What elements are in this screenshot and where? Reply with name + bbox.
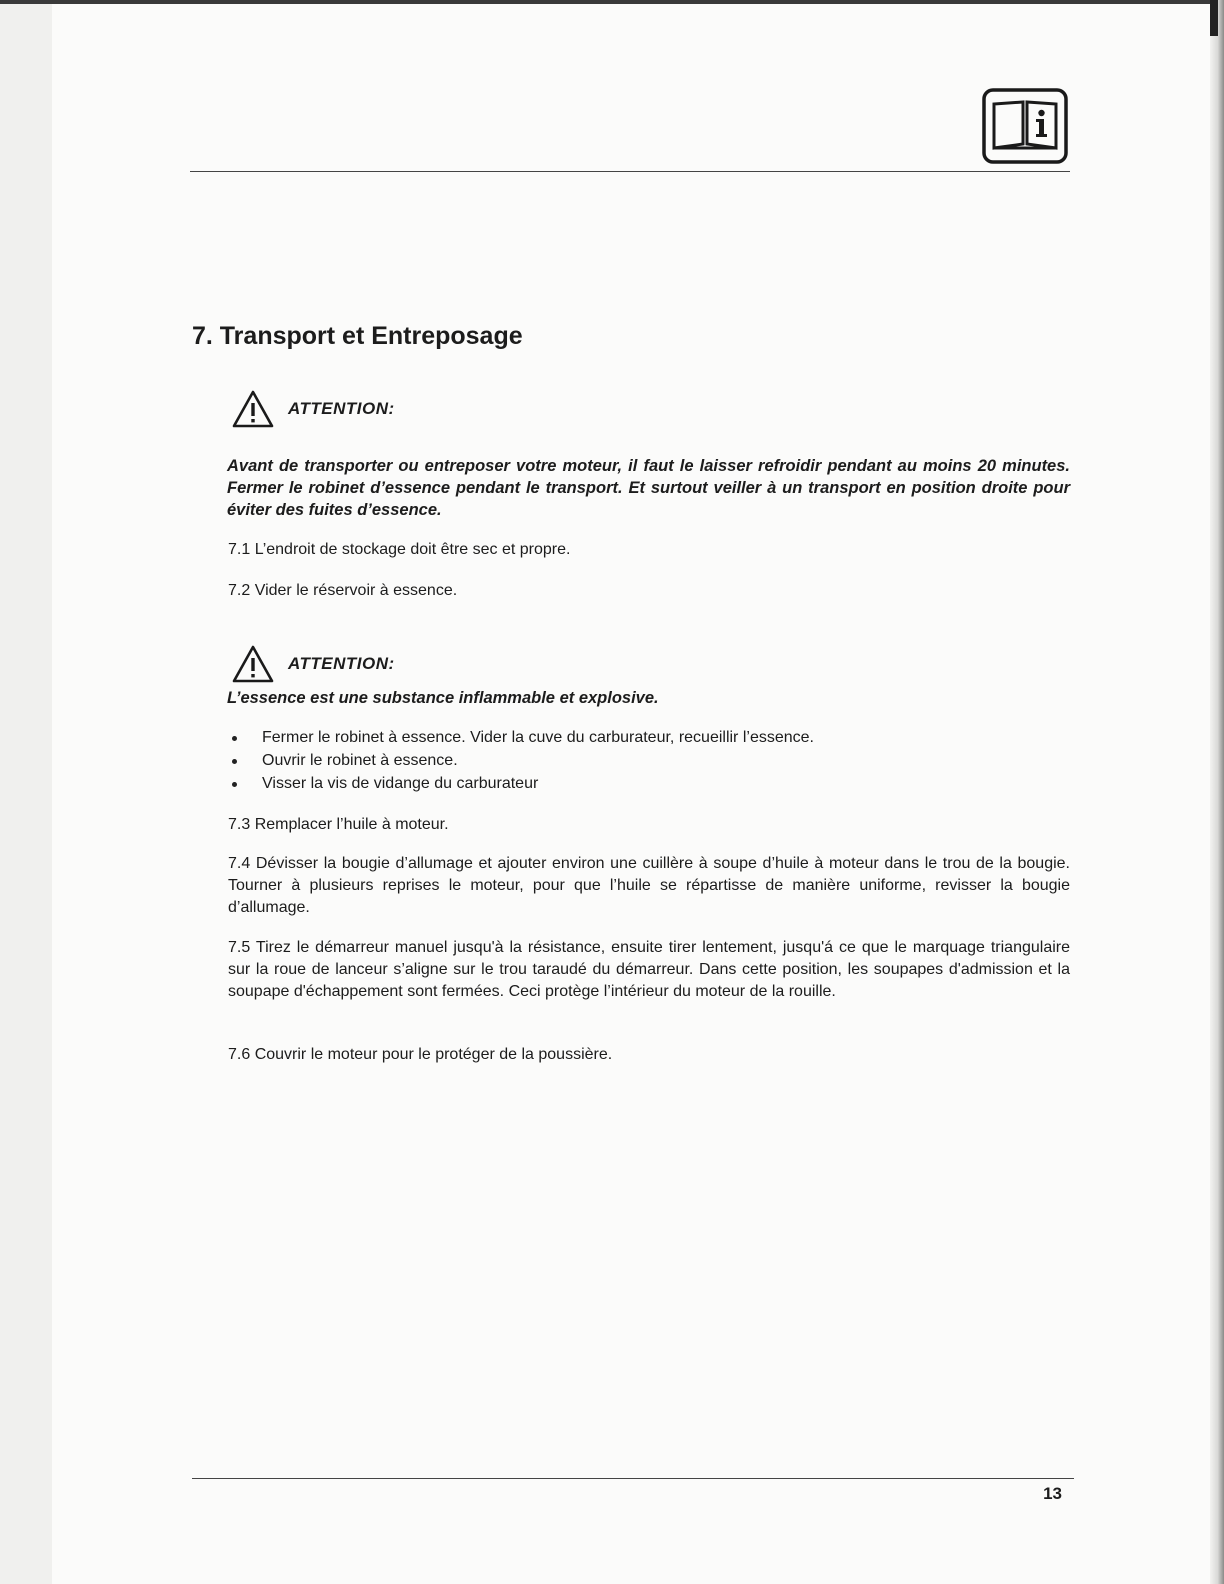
list-item: Ouvrir le robinet à essence. [228,749,814,772]
step-7-5: 7.5 Tirez le démarreur manuel jusqu'à la résistance, ensuite tirer lentement, jusqu'á ce que le marquage triangulaire sur la roue de lanceur s’aligne sur le trou taraudé du démarreur. Dans cette position, les soupapes d'admission et la soupape d'échappement sont fermées. Ceci protège l’intérieur du moteur de la rouille. [228,939,1070,1000]
scan-top-edge [0,0,1224,4]
warning-triangle-icon [232,390,274,428]
read-manual-icon [982,88,1068,164]
list-item: Fermer le robinet à essence. Vider la cuve du carburateur, recueillir l’essence. [228,726,814,749]
warning-triangle-icon [232,645,274,683]
warning-heading-2 [232,645,395,683]
scan-right-mark [1210,0,1218,36]
warning-heading-1 [232,390,395,428]
list-item: Visser la vis de vidange du carburateur [228,772,814,795]
drain-steps-list [228,726,814,795]
footer-rule [192,1478,1074,1479]
step-7-6: 7.6 Couvrir le moteur pour le protéger de la poussière. [228,1046,613,1063]
header-rule [190,171,1070,172]
scan-right-edge [1210,0,1224,1584]
flammable-warning-text: L’essence est une substance inflammable et explosive. [227,689,659,707]
warning-label: ATTENTION: [288,654,395,673]
step-7-3: 7.3 Remplacer l’huile à moteur. [228,816,449,833]
step-7-4: 7.4 Dévisser la bougie d’allumage et ajouter environ une cuillère à soupe d’huile à moteur dans le trou de la bougie. Tourner à plusieurs reprises le moteur, pour que l’huile se répartisse de manière uniforme, revisser la bougie d’allumage. [228,855,1070,916]
step-7-2: 7.2 Vider le réservoir à essence. [228,582,458,599]
warning-text: Avant de transporter ou entreposer votre moteur, il faut le laisser refroidir pendant au moins 20 minutes. Fermer le robinet d’essence pendant le transport. Et surtout veiller à un transport en position droite pour éviter des fuites d’essence. [227,457,1070,519]
warning-label: ATTENTION: [288,399,395,418]
step-7-1: 7.1 L’endroit de stockage doit être sec et propre. [228,541,571,558]
page-number: 13 [1043,1484,1062,1503]
section-title: 7. Transport et Entreposage [192,322,523,350]
scan-left-margin [0,0,52,1584]
